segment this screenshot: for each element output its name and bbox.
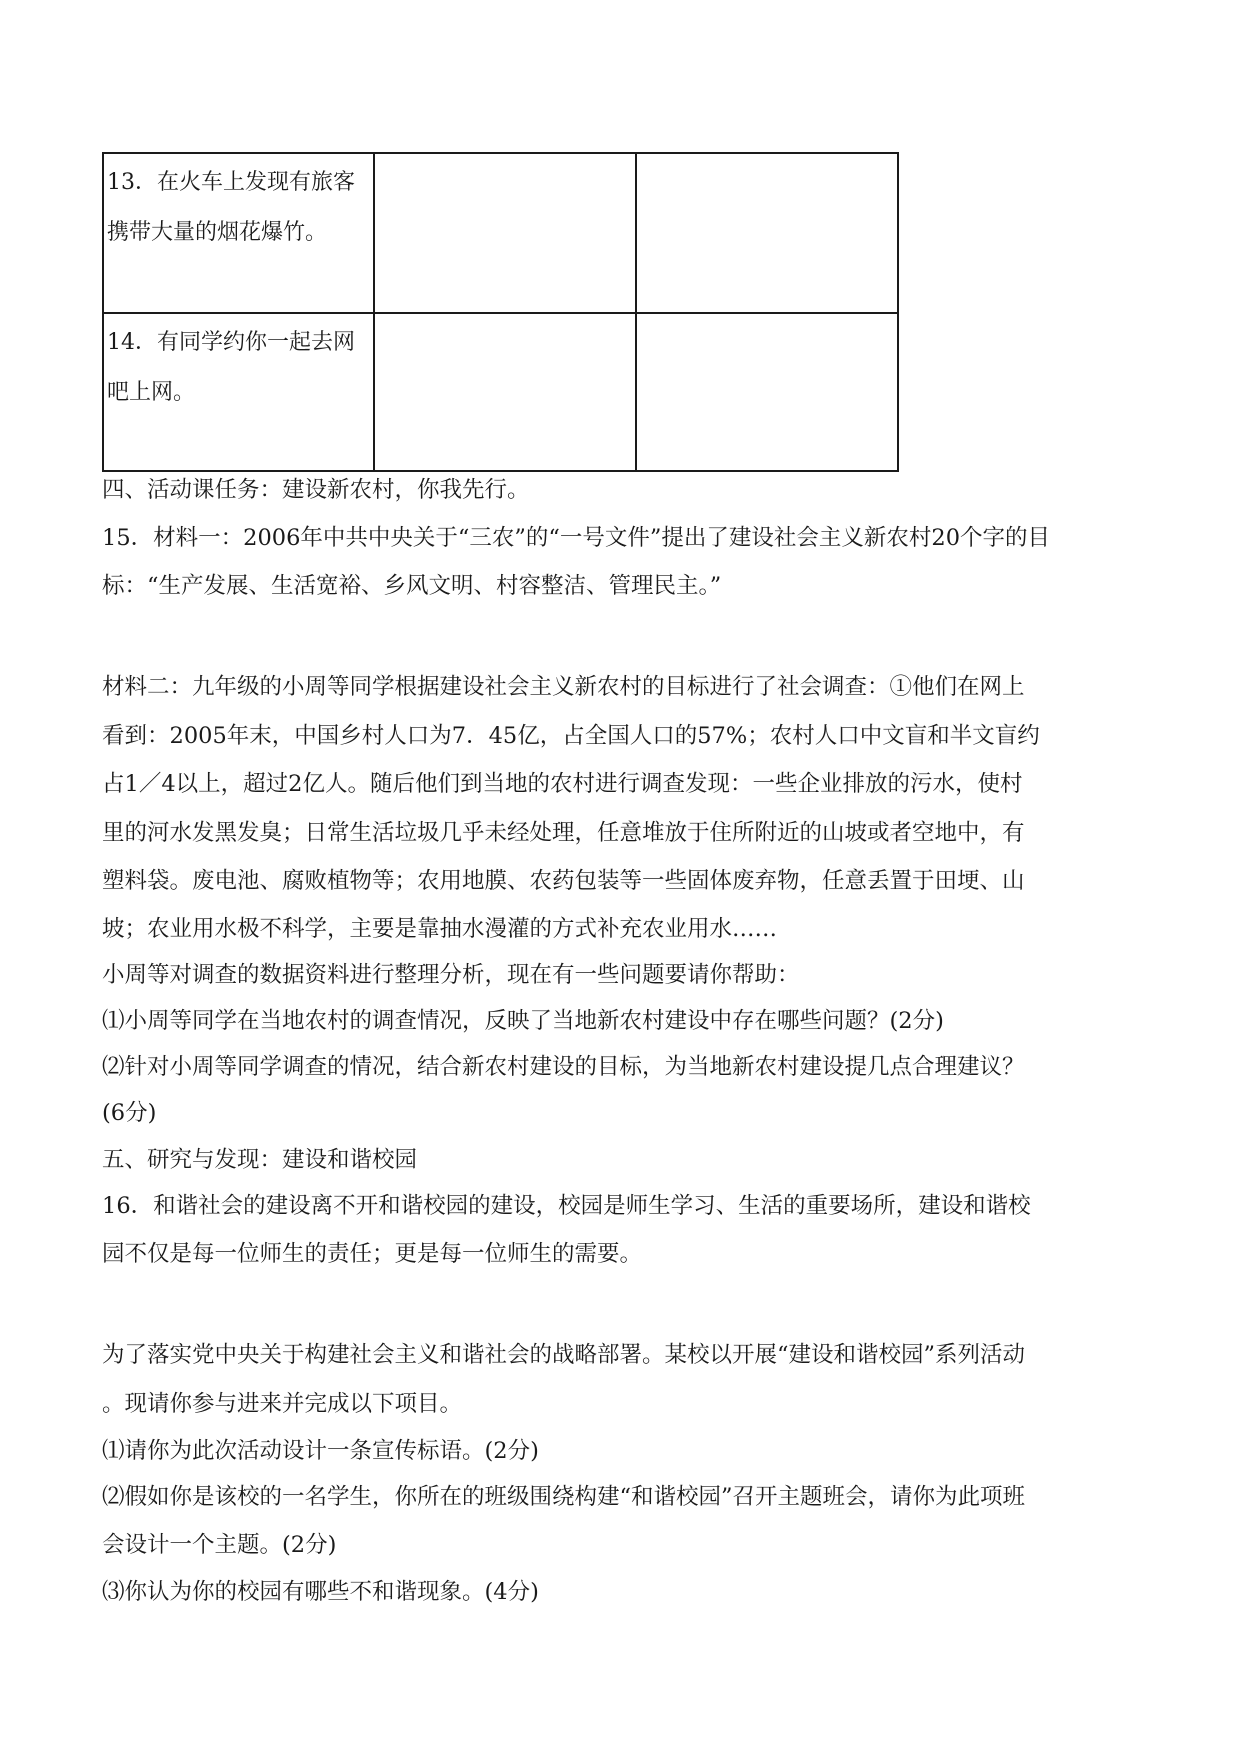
text-line: 材料二：九年级的小周等同学根据建设社会主义新农村的目标进行了社会调查：①他们在网上	[102, 674, 1025, 700]
text-line: 标：“生产发展、生活宽裕、乡风文明、村容整洁、管理民主。”	[102, 573, 722, 599]
answer-cell[interactable]	[636, 153, 898, 313]
text-line: 占1／4以上，超过2亿人。随后他们到当地的农村进行调查发现：一些企业排放的污水，使村	[102, 771, 1023, 797]
answer-cell[interactable]	[636, 313, 898, 471]
question-line: ⑴小周等同学在当地农村的调查情况，反映了当地新农村建设中存在哪些问题？(2分)	[102, 1008, 944, 1034]
text-line: 坡；农业用水极不科学，主要是靠抽水漫灌的方式补充农业用水……	[102, 916, 778, 942]
question-line: 会设计一个主题。(2分)	[102, 1532, 337, 1558]
text-line: 小周等对调查的数据资料进行整理分析，现在有一些问题要请你帮助：	[102, 962, 800, 988]
text-line: 。现请你参与进来并完成以下项目。	[102, 1391, 463, 1417]
table-row	[103, 313, 898, 471]
text-line: 看到：2005年末，中国乡村人口为7．45亿，占全国人口的57%；农村人口中文盲和半文盲约	[102, 723, 1040, 749]
text-line: 16．和谐社会的建设离不开和谐校园的建设，校园是师生学习、生活的重要场所，建设和谐校	[102, 1193, 1031, 1219]
question-line: ⑶你认为你的校园有哪些不和谐现象。(4分)	[102, 1579, 539, 1605]
text-line: 里的河水发黑发臭；日常生活垃圾几乎未经处理，任意堆放于住所附近的山坡或者空地中，有	[102, 820, 1025, 846]
section-heading: 五、研究与发现：建设和谐校园	[102, 1147, 418, 1173]
text-line: 为了落实党中央关于构建社会主义和谐社会的战略部署。某校以开展“建设和谐校园”系列活动	[102, 1342, 1026, 1368]
answer-cell[interactable]	[374, 153, 636, 313]
answer-table	[102, 152, 899, 472]
question-cell: 14．有同学约你一起去网吧上网。	[103, 313, 374, 471]
question-cell: 13．在火车上发现有旅客携带大量的烟花爆竹。	[103, 153, 374, 313]
text-line: 园不仅是每一位师生的责任；更是每一位师生的需要。	[102, 1241, 643, 1267]
table-row	[103, 153, 898, 313]
section-heading: 四、活动课任务：建设新农村，你我先行。	[102, 477, 530, 503]
text-line: 15．材料一：2006年中共中央关于“三农”的“一号文件”提出了建设社会主义新农村20个字的目	[102, 525, 1051, 551]
question-line: ⑴请你为此次活动设计一条宣传标语。(2分)	[102, 1438, 539, 1464]
question-line: (6分)	[102, 1100, 157, 1126]
text-line: 塑料袋。废电池、腐败植物等；农用地膜、农药包装等一些固体废弃物，任意丢置于田埂、山	[102, 868, 1025, 894]
answer-cell[interactable]	[374, 313, 636, 471]
question-line: ⑵假如你是该校的一名学生，你所在的班级围绕构建“和谐校园”召开主题班会，请你为此项班	[102, 1484, 1026, 1510]
question-line: ⑵针对小周等同学调查的情况，结合新农村建设的目标，为当地新农村建设提几点合理建议？	[102, 1054, 1025, 1080]
